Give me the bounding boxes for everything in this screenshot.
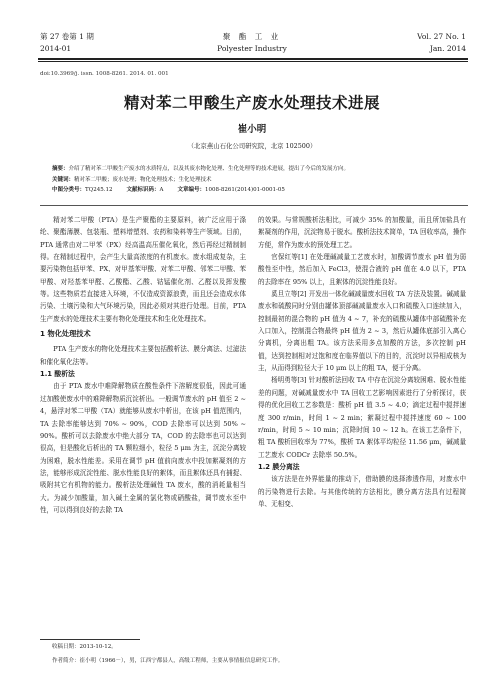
code-label: 文献标识码：	[126, 187, 160, 193]
affiliation: （北京燕山石化公司研究院，北京 102500）	[187, 142, 317, 150]
section-heading-1: 1 物化处理技术	[40, 329, 91, 339]
volume-issue: 第 27 卷第 1 期	[40, 32, 94, 41]
summary-text: 介绍了精对苯二甲酸生产废水的水质特点，以及其废水物化处理、生化处理等的技术进展，提出了今后的发展方向。	[68, 166, 350, 172]
received-date: 收稿日期：2013-10-12。	[52, 644, 117, 650]
article-title: 精对苯二甲酸生产废水处理技术进展	[123, 94, 380, 112]
left-column	[40, 214, 246, 516]
journal-header	[0, 0, 504, 58]
summary-label: 摘要：	[52, 166, 69, 172]
subsection-heading-1-2: 1.2 膜分离法	[258, 462, 300, 471]
keywords-text: 精对苯二甲酸；废水处理；物化处理技术；生化处理技术	[74, 176, 212, 183]
abstract-summary	[52, 164, 462, 175]
intro-paragraph: 精对苯二甲酸（PTA）是生产聚酯的主要原料，被广泛应用于涤纶、聚酯薄膜、包装瓶、塑料增塑剂、农药和染料等生产领域。目前，PTA 通常由对二甲苯（PX）经高温高压催化氧化，然后再经过精制制得。在精制过程中，会产生大量高浓度的有机废水。废水组成复杂，主要污染物包括甲苯、PX、对甲基苯甲酸、对苯二甲酸、邻苯二甲酸、苯甲酸、对羟基苯甲醛、乙酸酯、乙酸、钴锰催化剂、乙醛以及挥发酸等。这些物质若直接进入环境，不仅造成资源浪费，而且还会造成水体污染、土壤污染和大气环境污染，因此必须对其进行处理。目前，PTA 生产废水的处理技术主要有物化处理技术和生化处理技术。	[40, 216, 246, 323]
clc-value: TQ245.12	[85, 187, 113, 193]
volume-number-en: Vol. 27 No. 1	[417, 32, 466, 41]
subsection-heading-1-1: 1.1 酸析法	[40, 370, 75, 379]
date-en: Jan. 2014	[429, 44, 466, 53]
article-value: 1008-8261(2014)01-0001-05	[204, 187, 285, 193]
yang-paragraph: 杨明勇等[3] 针对酸析法回收 TA 中存在沉淀分离较困难、脱水性能差的问题，对碱减量废水中 TA 回收工艺影响因素进行了分析探讨，获得的优化回收工艺参数是：酸析 pH 值 3.5 ~ 4.0；滴定过程中搅拌速度 300 r/min，时间 1 ~ 2 min；絮凝过程中搅拌速度 60 ~ 100 r/min，时间 5 ~ 10 min；沉降时间 10 ~ 12 h。在该工艺条件下，粗 TA 酸析回收率为 77%，酸析 TA 絮体平均粒径 11.56 μm，碱减量工艺废水 CODCr 去除率 50.5%。	[258, 376, 466, 459]
article-label: 文章编号：	[177, 187, 205, 193]
doi: doi:10.3969/j. issn. 1008-8261. 2014. 01. 001	[40, 71, 169, 77]
acid-method-paragraph: 由于 PTA 废水中难降解物质在酸性条件下溶解度很低，因此可通过加酸使废水中的难降解物质沉淀析出。一般调节废水的 pH 值至 2 ~ 4，悬浮对苯二甲酸（TA）就能够从废水中析出，在该 pH 值范围内，TA 去除率能够达到 70% ~ 90%，COD 去除率可以达到 50% ~ 90%。酸析可以去除废水中绝大部分 TA，COD 的去除率也可以达到很高，但是酸化后析出的 TA 颗粒细小，粒径 5 μm 为主，沉淀分离较为困难，脱水性能差。采用在调节 pH 值前向废水中投加絮凝剂的方法，能够形成沉淀性能、脱水性能良好的絮体，而且絮体还具有捕捉、吸附其它有机物的能力。酸析法处理碱性 TA 废水，酸的消耗量相当大。为减少加酸量，加入碱土金属的氯化物或硝酸盐，调节废水至中性，可以得到良好的去除 TA	[40, 382, 246, 514]
section1-paragraph: PTA 生产废水的物化处理技术主要包括酸析法、膜分离法、过滤法和催化氧化法等。	[40, 345, 246, 366]
xi-paragraph: 奚旦立等[2] 开发出一体化碱减量废水回收 TA 方法及装置。碱减量废水和硫酸同时分别由罐体顶部碱减量废水入口和硫酸入口连续加入，控制最初的混合物的 pH 值为 4 ~ 7，补充的硫酸从罐体中部硫酸补充入口加入，控制混合物最终 pH 值为 2 ~ 3，然后从罐体底部引入离心分离机，分离出粗 TA。该方法采用多点加酸的方法，多次控制 pH 值，达到控制相对过饱和度在临界值以下的目的，沉淀时以异相成核为主，从而得到粒径大于 10 μm 以上的粗 TA，便于分离。	[258, 290, 466, 373]
header-right	[417, 31, 466, 55]
acid-continuation-paragraph: 的效果。与常规酸析法相比，可减少 35% 的加酸量，而且所加盐具有絮凝剂的作用，沉淀物易于脱水。酸析法技术简单，TA 回收率高，操作方便，常作为废水的预处理工艺。	[258, 216, 466, 249]
author-name: 崔小明	[237, 124, 267, 135]
journal-name-cn: 聚 酯 工 业	[222, 32, 282, 41]
header-rule-thin	[38, 61, 468, 62]
issue-date: 2014-01	[40, 44, 72, 53]
keywords-label: 关键词：	[52, 176, 75, 183]
abstract-codes	[52, 185, 462, 196]
header-rule-thick	[38, 58, 468, 60]
code-value: A	[159, 187, 164, 193]
abstract-keywords	[52, 175, 462, 186]
author-bio: 作者简介：崔小明（1966－），男，江西宁都县人，高级工程师，主要从事情报信息研究工作。	[52, 658, 284, 664]
clc-label: 中图分类号：	[52, 187, 86, 193]
guan-paragraph: 官保红等[1] 在处理碱减量工艺废水时，加酸调节废水 pH 值为弱酸性至中性，然后加入 FeCl3，使混合液的 pH 值在 4.0 以下，PTA 的去除率在 95% 以上，且絮体的沉淀性能良好。	[258, 253, 466, 286]
abstract-block	[52, 164, 462, 196]
abstract-rule	[40, 205, 468, 206]
footnote-rule	[40, 639, 140, 640]
journal-name-en: Polyester Industry	[217, 44, 287, 53]
right-column	[258, 214, 466, 510]
membrane-paragraph: 该方法是在外界能量的推动下，借助膜的选择渗透作用，对废水中的污染物进行去除。与其他传统的方法相比，膜分离方法具有过程简单、无相变、	[258, 475, 466, 508]
